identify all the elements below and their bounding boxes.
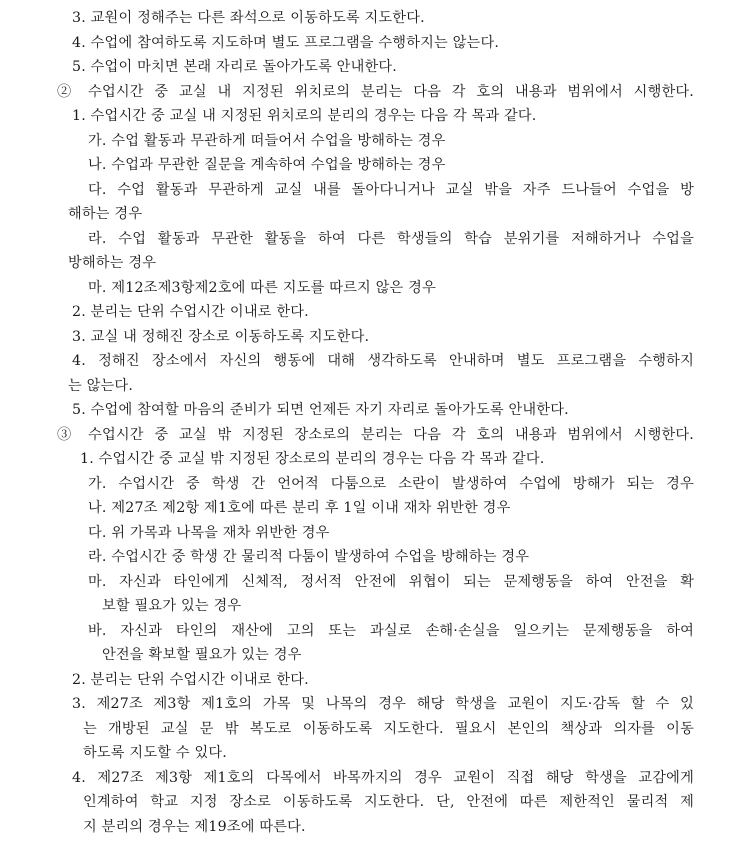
document-text-line: 라. 수업시간 중 학생 간 물리적 다툼이 발생하여 수업을 방해하는 경우 <box>88 549 530 565</box>
document-text-line: 2. 분리는 단위 수업시간 이내로 한다. <box>72 672 309 688</box>
document-text-line: 1. 수업시간 중 교실 밖 지정된 장소로의 분리의 경우는 다음 각 목과 같다. <box>80 451 545 467</box>
document-text-line: 가. 수업시간 중 학생 간 언어적 다툼으로 소란이 발생하여 수업에 방해가 되는 경우 <box>88 476 694 492</box>
document-text-line: 는 않는다. <box>68 378 134 394</box>
document-text-line: ② 수업시간 중 교실 내 지정된 위치로의 분리는 다음 각 호의 내용과 범위에서 시행한다. <box>57 84 694 100</box>
document-text-line: 하도록 지도할 수 있다. <box>83 745 227 761</box>
document-text-line: 1. 수업시간 중 교실 내 지정된 위치로의 분리의 경우는 다음 각 목과 같다. <box>72 108 537 124</box>
document-text-line: 다. 수업 활동과 무관하게 교실 내를 돌아다니거나 교실 밖을 자주 드나들어 수업을 방 <box>88 182 694 198</box>
document-text-line: 마. 자신과 타인에게 신체적, 정서적 안전에 위협이 되는 문제행동을 하여 안전을 확 <box>88 574 694 590</box>
document-text-line: 3. 교실 내 정해진 장소로 이동하도록 지도한다. <box>72 329 370 345</box>
document-text-line: 나. 수업과 무관한 질문을 계속하여 수업을 방해하는 경우 <box>88 157 446 173</box>
document-text-line: 는 개방된 교실 문 밖 복도로 이동하도록 지도한다. 필요시 본인의 책상과 의자를 이동 <box>83 721 694 737</box>
document-text-line: 나. 제27조 제2항 제1호에 따른 분리 후 1일 이내 재차 위반한 경우 <box>88 500 511 516</box>
document-text-line: 3. 제27조 제3항 제1호의 가목 및 나목의 경우 해당 학생을 교원이 지도·감독 할 수 있 <box>72 696 694 712</box>
document-text-line: 마. 제12조제3항제2호에 따른 지도를 따르지 않은 경우 <box>88 280 436 296</box>
document-text-line: 가. 수업 활동과 무관하게 떠들어서 수업을 방해하는 경우 <box>88 133 446 149</box>
document-text-line: 방해하는 경우 <box>68 255 157 271</box>
document-text-line: 해하는 경우 <box>68 206 143 222</box>
document-text-line: 인계하여 학교 지정 장소로 이동하도록 지도한다. 단, 안전에 따른 제한적인 물리적 제 <box>83 794 694 810</box>
document-text-line: 바. 자신과 타인의 재산에 고의 또는 과실로 손해·손실을 일으키는 문제행동을 하여 <box>88 623 694 639</box>
document-text-line: 4. 제27조 제3항 제1호의 다목에서 바목까지의 경우 교원이 직접 해당 학생을 교감에게 <box>72 770 694 786</box>
document-text-line: 4. 정해진 장소에서 자신의 행동에 대해 생각하도록 안내하며 별도 프로그램을 수행하지 <box>72 353 694 369</box>
document-text-line: 3. 교원이 정해주는 다른 좌석으로 이동하도록 지도한다. <box>72 10 425 26</box>
document-text-line: 안전을 확보할 필요가 있는 경우 <box>102 647 302 663</box>
document-text-line: 2. 분리는 단위 수업시간 이내로 한다. <box>72 304 309 320</box>
document-text-line: 4. 수업에 참여하도록 지도하며 별도 프로그램을 수행하지는 않는다. <box>72 35 500 51</box>
document-text-line: 5. 수업에 참여할 마음의 준비가 되면 언제든 자기 자리로 돌아가도록 안내한다. <box>72 402 569 418</box>
document-text-line: 5. 수업이 마치면 본래 자리로 돌아가도록 안내한다. <box>72 59 398 75</box>
document-text-line: ③ 수업시간 중 교실 밖 지정된 장소로의 분리는 다음 각 호의 내용과 범위에서 시행한다. <box>57 427 694 443</box>
document-text-line: 보할 필요가 있는 경우 <box>102 598 242 614</box>
document-text-line: 라. 수업 활동과 무관한 활동을 하여 다른 학생들의 학습 분위기를 저해하거나 수업을 <box>88 231 694 247</box>
document-text-line: 지 분리의 경우는 제19조에 따른다. <box>83 819 306 835</box>
document-text-line: 다. 위 가목과 나목을 재차 위반한 경우 <box>88 525 330 541</box>
